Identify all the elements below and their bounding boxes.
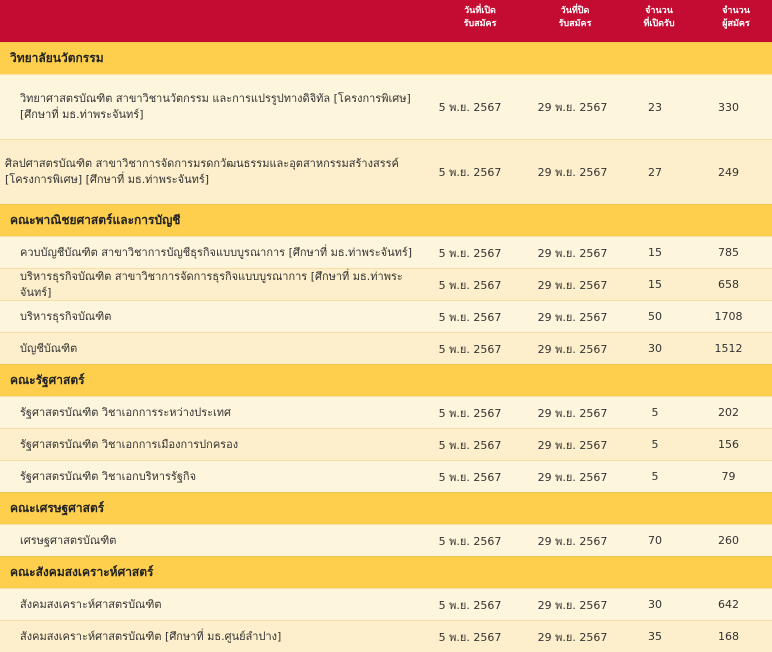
faculty-header: คณะเศรษฐศาสตร์ [0,492,772,524]
faculty-header: คณะรัฐศาสตร์ [0,364,772,396]
applicant-count: 1708 [714,310,743,323]
open-date: 5 พ.ย. 2567 [438,278,502,292]
applicant-count: 785 [718,246,739,259]
program-name: รัฐศาสตรบัณฑิต วิชาเอกการระหว่างประเทศ [20,405,232,419]
header-open-date: วันที่เปิด รับสมัคร [463,6,497,29]
applicant-count: 330 [718,100,739,114]
program-name: รัฐศาสตรบัณฑิต วิชาเอกการเมืองการปกครอง [20,437,239,451]
faculty-header: วิทยาลัยนวัตกรรม [0,42,772,74]
close-date: 29 พ.ย. 2567 [537,246,608,260]
close-date: 29 พ.ย. 2567 [537,166,608,179]
program-name: บริหารธุรกิจบัณฑิต [20,309,112,323]
quota-count: 30 [648,598,662,611]
applicant-count: 156 [718,438,739,451]
applicant-count: 249 [718,165,739,179]
open-date: 5 พ.ย. 2567 [438,630,502,644]
table-row [0,588,772,620]
open-date: 5 พ.ย. 2567 [438,342,502,356]
applicant-count: 260 [718,534,739,547]
table-row [0,524,772,556]
header-quota: จำนวน ที่เปิดรับ [643,6,675,29]
applicant-count: 79 [721,470,736,483]
quota-count: 30 [648,342,662,355]
table-row [0,300,772,332]
close-date: 29 พ.ย. 2567 [537,630,608,644]
quota-count: 5 [651,470,659,483]
close-date: 29 พ.ย. 2567 [537,342,608,356]
quota-count: 15 [648,278,662,291]
open-date: 5 พ.ย. 2567 [438,101,502,114]
quota-count: 15 [648,246,662,259]
open-date: 5 พ.ย. 2567 [438,438,502,452]
open-date: 5 พ.ย. 2567 [438,406,502,420]
close-date: 29 พ.ย. 2567 [537,101,608,114]
applicant-count: 642 [718,598,739,611]
table-row [0,139,772,204]
table-row [0,396,772,428]
table-row [0,620,772,652]
open-date: 5 พ.ย. 2567 [438,246,502,260]
close-date: 29 พ.ย. 2567 [537,438,608,452]
table-row [0,460,772,492]
table-row [0,236,772,268]
open-date: 5 พ.ย. 2567 [438,598,502,612]
header-applicants: จำนวน ผู้สมัคร [722,6,750,29]
applicant-count: 658 [718,278,739,291]
quota-count: 5 [651,438,659,451]
quota-count: 5 [651,406,659,419]
applicant-count: 1512 [714,342,743,355]
header-close-date: วันที่ปิด รับสมัคร [558,6,592,29]
table-header [0,0,772,42]
quota-count: 70 [648,534,662,547]
close-date: 29 พ.ย. 2567 [537,278,608,292]
open-date: 5 พ.ย. 2567 [438,310,502,324]
quota-count: 50 [648,310,662,323]
quota-count: 27 [648,165,662,179]
program-name: สังคมสงเคราะห์ศาสตรบัณฑิต [20,597,162,611]
faculty-header: คณะสังคมสงเคราะห์ศาสตร์ [0,556,772,588]
open-date: 5 พ.ย. 2567 [438,166,502,179]
quota-count: 35 [648,630,662,643]
program-name: ควบบัญชีบัณฑิต สาขาวิชาการบัญชีธุรกิจแบบบูรณาการ [ศึกษาที่ มธ.ท่าพระจันทร์] [20,245,413,259]
table-row [0,268,772,300]
program-name: ศิลปศาสตรบัณฑิต สาขาวิชาการจัดการมรดกวัฒนธรรมและอุตสาหกรรมสร้างสรรค์ [โครงการพิเศษ] [ศึกษาที่ มธ.ท่าพระจันทร์] [5,157,399,186]
table-row [0,74,772,139]
faculty-header: คณะพาณิชยศาสตร์และการบัญชี [0,204,772,236]
program-name: รัฐศาสตรบัณฑิต วิชาเอกบริหารรัฐกิจ [20,469,197,483]
quota-count: 23 [648,100,662,114]
table-row [0,332,772,364]
close-date: 29 พ.ย. 2567 [537,598,608,612]
table-row [0,428,772,460]
applicant-count: 168 [718,630,739,643]
close-date: 29 พ.ย. 2567 [537,470,608,484]
program-name: บัญชีบัณฑิต [20,341,78,355]
program-name: วิทยาศาสตรบัณฑิต สาขาวิชานวัตกรรม และการแปรรูปทางดิจิทัล [โครงการพิเศษ] [ศึกษาที่ มธ.ท่าพระจันทร์] [20,92,411,121]
applicant-count: 202 [718,406,739,419]
program-name: เศรษฐศาสตรบัณฑิต [20,533,117,547]
close-date: 29 พ.ย. 2567 [537,310,608,324]
open-date: 5 พ.ย. 2567 [438,534,502,548]
close-date: 29 พ.ย. 2567 [537,534,608,548]
program-name: บริหารธุรกิจบัณฑิต สาขาวิชาการจัดการธุรกิจแบบบูรณาการ [ศึกษาที่ มธ.ท่าพระจันทร์] [20,269,403,299]
program-name: สังคมสงเคราะห์ศาสตรบัณฑิต [ศึกษาที่ มธ.ศูนย์ลำปาง] [20,629,282,643]
close-date: 29 พ.ย. 2567 [537,406,608,420]
open-date: 5 พ.ย. 2567 [438,470,502,484]
